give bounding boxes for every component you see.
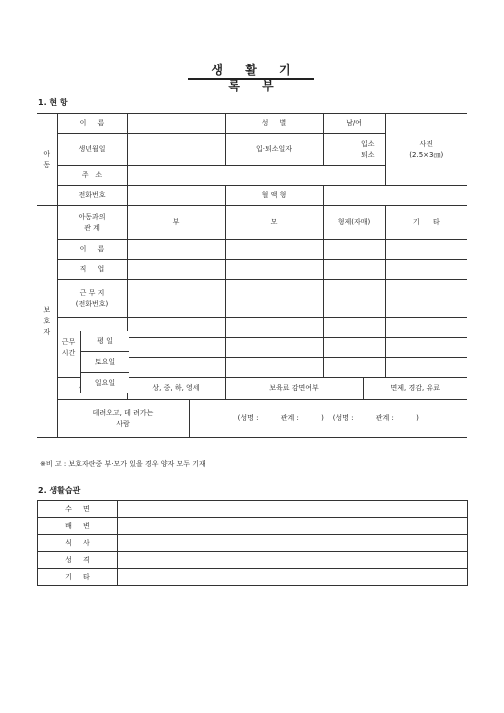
habit-meal-label: 식 사 [38, 535, 118, 552]
worktime-group-label: 근무 시간 [58, 337, 81, 359]
guardian-job-label: 직 업 [57, 260, 127, 280]
habit-personality-field[interactable] [118, 552, 468, 569]
child-name-field[interactable] [127, 114, 225, 134]
section-title-status: 1. 현 항 [38, 98, 68, 107]
worktime-sunday-label: 일요일 [94, 379, 116, 387]
habit-sleep-field[interactable] [118, 501, 468, 518]
guardian-name-sibling[interactable] [323, 240, 385, 260]
guardian-col-other: 기 타 [385, 206, 467, 240]
child-address-field[interactable] [127, 166, 385, 186]
guardian-fee-label: 보육료 감면여부 [225, 378, 363, 400]
child-blood-field[interactable] [323, 186, 467, 206]
guardian-name-label: 이 름 [57, 240, 127, 260]
guardian-relation-label: 아동과의 관 계 [57, 206, 127, 240]
child-birth-field[interactable] [127, 134, 225, 166]
child-phone-field[interactable] [127, 186, 225, 206]
worktime-weekday-label: 평 일 [81, 331, 129, 352]
child-inout-label: 입·퇴소일자 [225, 134, 323, 166]
guardian-col-father: 부 [127, 206, 225, 240]
guardian-job-sibling[interactable] [323, 260, 385, 280]
child-in-label: 입소 [360, 139, 375, 148]
guardian-col-mother: 모 [225, 206, 323, 240]
guardian-weekday-father[interactable] [127, 318, 225, 338]
guardian-saturday-sibling[interactable] [323, 338, 385, 358]
habit-other-field[interactable] [118, 569, 468, 586]
guardian-job-other[interactable] [385, 260, 467, 280]
section-title-habits: 2. 생활습관 [38, 486, 81, 495]
habit-toilet-label: 배 변 [38, 518, 118, 535]
title-underline [188, 78, 314, 80]
worktime-saturday-label: 토요일 [81, 352, 129, 373]
guardian-workplace-other[interactable] [385, 280, 467, 318]
pickup-value[interactable]: (성명 : 관계 : ) (성명 : 관계 : ) [189, 400, 467, 438]
guardian-weekday-sibling[interactable] [323, 318, 385, 338]
guardian-workplace-sibling[interactable] [323, 280, 385, 318]
habit-meal-field[interactable] [118, 535, 468, 552]
child-blood-label: 혈 액 형 [225, 186, 323, 206]
child-phone-label: 전화번호 [57, 186, 127, 206]
photo-size: (2.5×3㎝) [409, 150, 444, 159]
habit-personality-label: 성 격 [38, 552, 118, 569]
guardian-saturday-mother[interactable] [225, 338, 323, 358]
guardian-name-other[interactable] [385, 240, 467, 260]
habit-sleep-label: 수 면 [38, 501, 118, 518]
guardian-saturday-father[interactable] [127, 338, 225, 358]
child-out-label: 퇴소 [360, 150, 375, 159]
photo-label: 사진 [419, 139, 434, 148]
guardian-living-value[interactable]: 상, 중, 하, 영세 [127, 378, 225, 400]
note-text: ※비 고 : 보호자란중 부·모가 있을 경우 양자 모두 기재 [40, 460, 206, 468]
page-title: 생 활 기 록 부 [211, 63, 300, 93]
guardian-weekday-mother[interactable] [225, 318, 323, 338]
pickup-label: 데려오고, 데 려가는 사람 [57, 400, 189, 438]
worktime-sublabels [80, 331, 129, 393]
guardian-group-label: 보 호 자 [37, 206, 57, 438]
child-group-label: 아 동 [37, 114, 57, 206]
guardian-fee-value[interactable]: 면제, 경감, 유료 [363, 378, 467, 400]
guardian-col-sibling: 형제(자매) [323, 206, 385, 240]
guardian-saturday-other[interactable] [385, 338, 467, 358]
child-gender-value[interactable]: 남/여 [323, 114, 385, 134]
guardian-sunday-other[interactable] [385, 358, 467, 378]
guardian-sunday-sibling[interactable] [323, 358, 385, 378]
guardian-job-mother[interactable] [225, 260, 323, 280]
habits-table [37, 500, 468, 586]
guardian-weekday-other[interactable] [385, 318, 467, 338]
guardian-workplace-mother[interactable] [225, 280, 323, 318]
guardian-workplace-label: 근 무 지 (전화번호) [57, 280, 127, 318]
guardian-name-mother[interactable] [225, 240, 323, 260]
guardian-sunday-mother[interactable] [225, 358, 323, 378]
child-gender-label: 성 별 [225, 114, 323, 134]
child-name-label: 이 름 [57, 114, 127, 134]
guardian-job-father[interactable] [127, 260, 225, 280]
guardian-workplace-father[interactable] [127, 280, 225, 318]
child-address-label: 주 소 [57, 166, 127, 186]
child-inout-field[interactable] [323, 134, 385, 166]
photo-box[interactable] [385, 114, 467, 186]
habit-other-label: 기 타 [38, 569, 118, 586]
habit-toilet-field[interactable] [118, 518, 468, 535]
guardian-name-father[interactable] [127, 240, 225, 260]
child-birth-label: 생년월일 [57, 134, 127, 166]
guardian-sunday-father[interactable] [127, 358, 225, 378]
